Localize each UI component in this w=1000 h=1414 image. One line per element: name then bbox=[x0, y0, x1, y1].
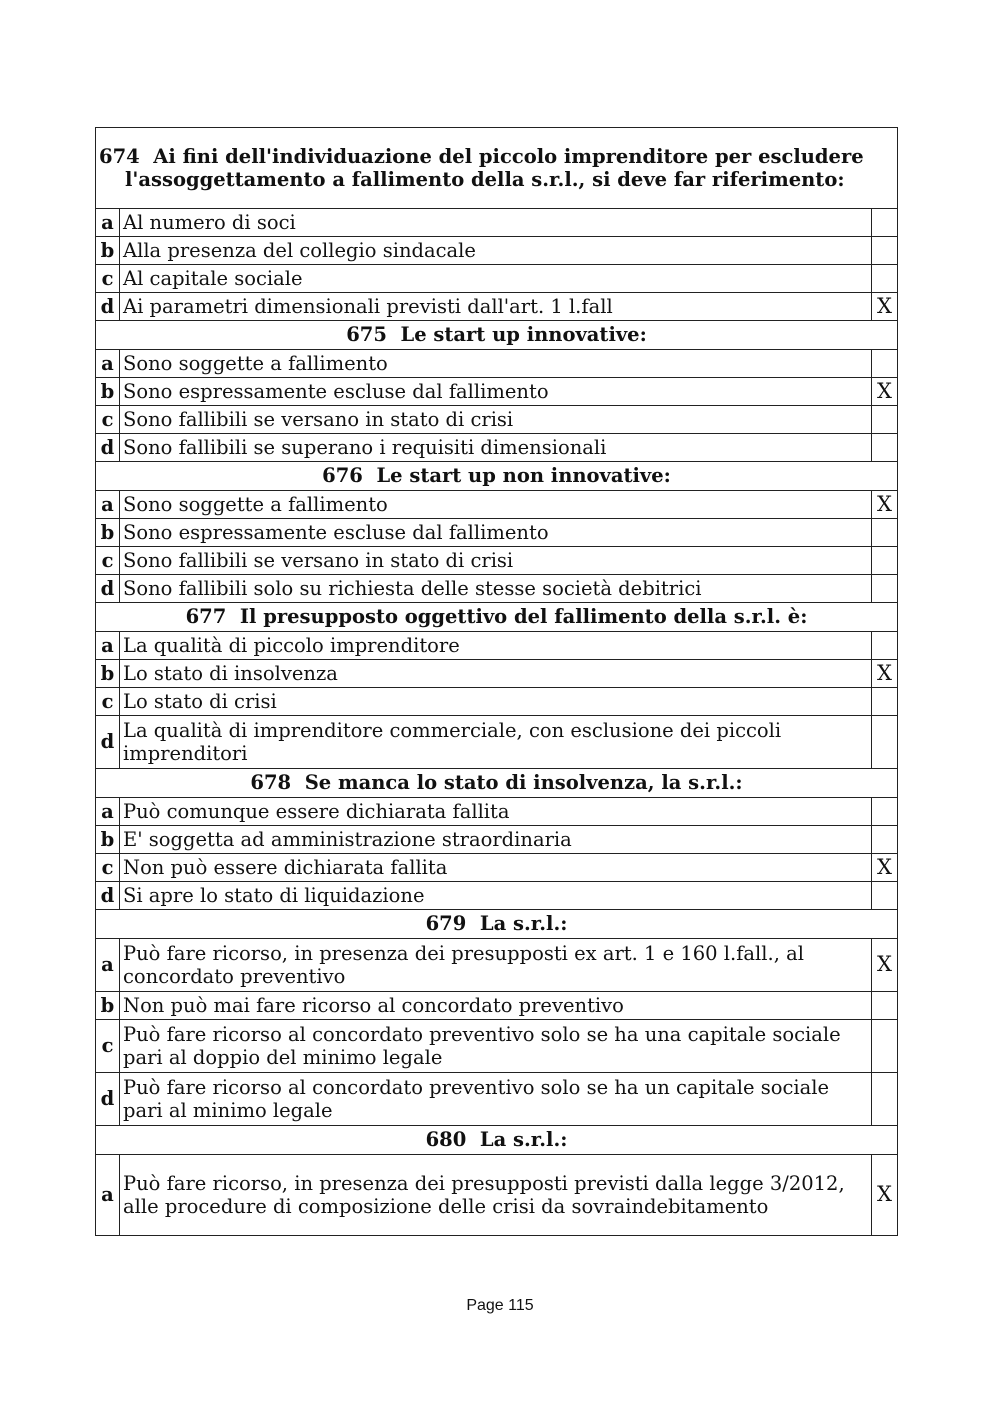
option-row bbox=[96, 237, 898, 265]
option-letter: c bbox=[96, 265, 120, 293]
option-row bbox=[96, 406, 898, 434]
option-row bbox=[96, 519, 898, 547]
question-title bbox=[99, 145, 894, 192]
option-text: Lo stato di insolvenza bbox=[120, 660, 872, 688]
option-letter: a bbox=[96, 1155, 120, 1236]
option-row bbox=[96, 854, 898, 882]
option-text: Può fare ricorso al concordato preventivo solo se ha una capitale sociale pari al doppio del minimo legale bbox=[120, 1020, 872, 1073]
question-header-674 bbox=[96, 128, 898, 209]
answer-mark bbox=[872, 265, 898, 293]
option-text: Alla presenza del collegio sindacale bbox=[120, 237, 872, 265]
question-text: Il presupposto oggettivo del fallimento della s.r.l. è: bbox=[239, 605, 808, 629]
answer-mark bbox=[872, 406, 898, 434]
option-text: Sono fallibili se versano in stato di crisi bbox=[120, 406, 872, 434]
option-row bbox=[96, 1155, 898, 1236]
option-letter: a bbox=[96, 350, 120, 378]
question-number: 680 bbox=[425, 1128, 467, 1152]
question-text: La s.r.l.: bbox=[479, 1128, 568, 1152]
option-row bbox=[96, 575, 898, 603]
answer-mark bbox=[872, 434, 898, 462]
question-number: 674 bbox=[99, 144, 140, 168]
option-letter: d bbox=[96, 1073, 120, 1126]
option-text: La qualità di imprenditore commerciale, con esclusione dei piccoli imprenditori bbox=[120, 716, 872, 769]
question-text: Le start up non innovative: bbox=[376, 464, 671, 488]
answer-mark: X bbox=[872, 854, 898, 882]
option-letter: c bbox=[96, 406, 120, 434]
question-number: 678 bbox=[250, 771, 292, 795]
question-number: 677 bbox=[185, 605, 227, 629]
option-text: Non può mai fare ricorso al concordato preventivo bbox=[120, 992, 872, 1020]
option-row bbox=[96, 688, 898, 716]
option-row bbox=[96, 826, 898, 854]
answer-mark: X bbox=[872, 660, 898, 688]
option-row bbox=[96, 1073, 898, 1126]
question-header-676 bbox=[96, 462, 898, 491]
option-text: Lo stato di crisi bbox=[120, 688, 872, 716]
option-row bbox=[96, 992, 898, 1020]
option-letter: b bbox=[96, 992, 120, 1020]
answer-mark: X bbox=[872, 293, 898, 321]
question-header-677 bbox=[96, 603, 898, 632]
option-letter: b bbox=[96, 237, 120, 265]
option-letter: c bbox=[96, 854, 120, 882]
option-letter: d bbox=[96, 434, 120, 462]
option-text: Si apre lo stato di liquidazione bbox=[120, 882, 872, 910]
option-row bbox=[96, 939, 898, 992]
option-letter: d bbox=[96, 716, 120, 769]
question-text: La s.r.l.: bbox=[479, 912, 568, 936]
option-row bbox=[96, 660, 898, 688]
option-letter: d bbox=[96, 575, 120, 603]
option-text: Sono espressamente escluse dal fallimento bbox=[120, 378, 872, 406]
answer-mark bbox=[872, 632, 898, 660]
question-number: 679 bbox=[425, 912, 467, 936]
answer-mark: X bbox=[872, 378, 898, 406]
answer-mark bbox=[872, 688, 898, 716]
option-letter: a bbox=[96, 939, 120, 992]
option-row bbox=[96, 798, 898, 826]
question-text: Se manca lo stato di insolvenza, la s.r.l.: bbox=[304, 771, 743, 795]
option-row bbox=[96, 265, 898, 293]
option-text: Può fare ricorso al concordato preventivo solo se ha un capitale sociale pari al minimo legale bbox=[120, 1073, 872, 1126]
option-letter: a bbox=[96, 491, 120, 519]
option-letter: c bbox=[96, 1020, 120, 1073]
option-row bbox=[96, 293, 898, 321]
option-row bbox=[96, 716, 898, 769]
option-letter: b bbox=[96, 660, 120, 688]
question-header-675 bbox=[96, 321, 898, 350]
answer-mark: X bbox=[872, 939, 898, 992]
answer-mark bbox=[872, 209, 898, 237]
option-row bbox=[96, 1020, 898, 1073]
answer-mark bbox=[872, 992, 898, 1020]
answer-mark bbox=[872, 350, 898, 378]
option-row bbox=[96, 882, 898, 910]
option-text: Sono soggette a fallimento bbox=[120, 350, 872, 378]
option-text: Sono fallibili solo su richiesta delle stesse società debitrici bbox=[120, 575, 872, 603]
answer-mark bbox=[872, 1073, 898, 1126]
answer-mark bbox=[872, 575, 898, 603]
question-number: 676 bbox=[322, 464, 363, 488]
option-letter: a bbox=[96, 632, 120, 660]
option-text: Sono fallibili se versano in stato di crisi bbox=[120, 547, 872, 575]
answer-mark bbox=[872, 547, 898, 575]
option-text: Sono soggette a fallimento bbox=[120, 491, 872, 519]
option-letter: d bbox=[96, 293, 120, 321]
answer-mark bbox=[872, 716, 898, 769]
question-header-679 bbox=[96, 910, 898, 939]
answer-mark bbox=[872, 798, 898, 826]
option-text: Può fare ricorso, in presenza dei presupposti previsti dalla legge 3/2012, alle procedure di composizione delle crisi da sovraindebitamento bbox=[120, 1155, 872, 1236]
quiz-table bbox=[95, 127, 898, 1236]
option-row bbox=[96, 378, 898, 406]
option-letter: b bbox=[96, 378, 120, 406]
option-letter: a bbox=[96, 209, 120, 237]
option-text: Ai parametri dimensionali previsti dall'art. 1 l.fall bbox=[120, 293, 872, 321]
question-header-680 bbox=[96, 1126, 898, 1155]
option-text: La qualità di piccolo imprenditore bbox=[120, 632, 872, 660]
option-text: Al numero di soci bbox=[120, 209, 872, 237]
option-text: E' soggetta ad amministrazione straordinaria bbox=[120, 826, 872, 854]
option-row bbox=[96, 209, 898, 237]
option-letter: b bbox=[96, 826, 120, 854]
answer-mark bbox=[872, 826, 898, 854]
answer-mark: X bbox=[872, 491, 898, 519]
answer-mark: X bbox=[872, 1155, 898, 1236]
option-letter: a bbox=[96, 798, 120, 826]
option-letter: c bbox=[96, 547, 120, 575]
option-text: Al capitale sociale bbox=[120, 265, 872, 293]
question-text: Ai fini dell'individuazione del piccolo imprenditore per escludere l'assoggettamento a fallimento della s.r.l., si deve far riferimento: bbox=[125, 144, 864, 191]
option-letter: d bbox=[96, 882, 120, 910]
option-row bbox=[96, 491, 898, 519]
question-text: Le start up innovative: bbox=[400, 323, 647, 347]
option-row bbox=[96, 350, 898, 378]
option-text: Sono espressamente escluse dal fallimento bbox=[120, 519, 872, 547]
option-row bbox=[96, 547, 898, 575]
option-text: Può fare ricorso, in presenza dei presupposti ex art. 1 e 160 l.fall., al concordato preventivo bbox=[120, 939, 872, 992]
answer-mark bbox=[872, 882, 898, 910]
option-text: Può comunque essere dichiarata fallita bbox=[120, 798, 872, 826]
page-number: Page 115 bbox=[466, 1297, 534, 1314]
option-row bbox=[96, 632, 898, 660]
option-letter: b bbox=[96, 519, 120, 547]
option-row bbox=[96, 434, 898, 462]
answer-mark bbox=[872, 519, 898, 547]
question-header-678 bbox=[96, 769, 898, 798]
option-text: Non può essere dichiarata fallita bbox=[120, 854, 872, 882]
option-text: Sono fallibili se superano i requisiti dimensionali bbox=[120, 434, 872, 462]
option-letter: c bbox=[96, 688, 120, 716]
question-number: 675 bbox=[346, 323, 387, 347]
answer-mark bbox=[872, 237, 898, 265]
answer-mark bbox=[872, 1020, 898, 1073]
